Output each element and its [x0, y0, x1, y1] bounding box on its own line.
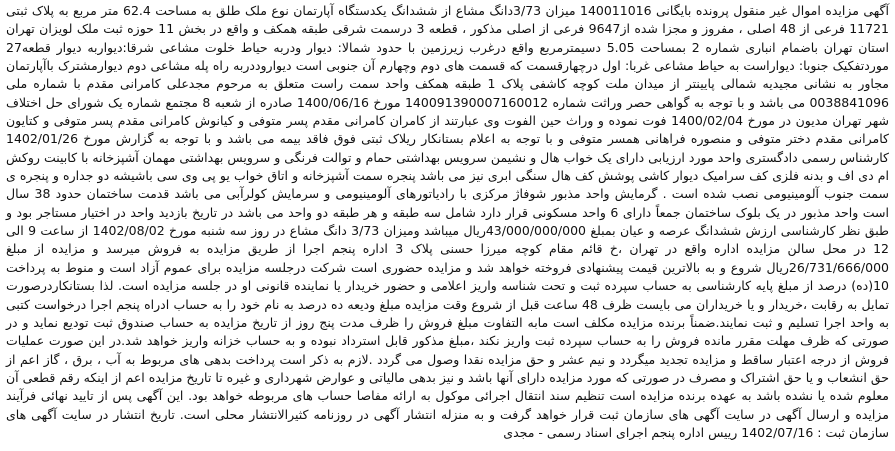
auction-notice-text: آگهی مزایده اموال غیر منقول پرونده بایگانی 140011016 میزان 3/73دانگ مشاع از ششدانگ یکدستگاه آپارتمان نوع ملک طلق به مساحت 62.4 متر مربع به پلاک ثبتی 11721 فرعی از 48 اصلی ، مفروز و مجزا شده از9647 فرعی از اصلی مذکور ، قطعه 3 درسمت شرقی طبقه همکف و واقع در بخش 11 حوزه ثبت ملک لویزان تهران استان تهران باضمام انباری شماره 2 بمساحت 5.05 دسیمترمربع واقع درغرب زیرزمین با حدود شمالا: دیوار ودربه حیاط خلوت مشاعی شرقا:دیواربه دیوار قطعه27 موردتفکیک جنوبا: دیواراست به حیاط مشاعی غربا: اول درچهارقسمت که قسمت های دوم وچهارم آن جنوبی است دیواروددربه راه پله مشاعی دوم دیوارمشترک باآپارتمان مجاور به نشانی مجیدیه شمالی پایینتر از میدان ملت کوچه کاشفی پلاک 1 طبقه همکف واحد سمت راست متعلق به مرحوم مجدعلی کامرانی مقدم با شماره ملی 0038841096 می باشد و با توجه به گواهی حصر وراثت شماره 140091390007160012 مورخ 1400/06/16 صادره از شعبه 8 مجتمع شماره یک شورای حل اختلاف شهر تهران مدیون در مورخ 1400/02/04 فوت نموده و وراث حین الفوت وی عبارتند از کامران کامرانی مقدم پسر متوفی و کیانوش کامرانی مقدم پسر متوفی و کتایون کامرانی مقدم دختر متوفی و منصوره فراهانی همسر متوفی و با توجه به اعلام بستانکار ریلاک ثبتی فوق فاقد بیمه می باشد و با توجه به گزارش مورخ 1402/01/26 کارشناس رسمی دادگستری واحد مورد ارزیابی دارای یک خواب هال و نشیمن سرویس بهداشتی حمام و توالت فرنگی و سرویس بهداشتی مهمان آشپزخانه با کابینت روکش ام دی اف و بدنه فلزی کف سرامیک دیوار کاشی پوشش کف هال سنگی ابری نیز می باشد پنجره سمت آشپزخانه و اتاق خواب یو پی وی سی باشیشه دو جداره و پنجره ی سمت جنوب آلومینیومی نصب شده است . گرمایش واحد مذبور شوفاژ مرکزی با رادیاتورهای آلومینیومی و سرمایش کولرآبی می باشد قدمت ساختمان حدود 38 سال است واحد مذبور در یک بلوک ساختمان جمعاً دارای 6 واحد مسکونی قرار دارد شامل سه طبقه و هر طبقه دو واحد می باشد در تاریخ بازدید واحد در اختیار مستاجر بود و طبق نظر کارشناسی ارزش ششدانگ عرصه و عیان بمبلغ 43/000/000/000ریال میباشد ومیزان 3/73 دانگ مشاع در روز سه شنبه مورخ 1402/08/02 از ساعت 9 الی 12 در محل سالن مزایده اداره واقع در تهران ،خ قائم مقام کوچه میرزا حسنی پلاک 3 اداره پنجم اجرا از طریق مزایده به فروش میرسد و مزایده از مبلغ 26/731/666/000ریال شروع و به بالاترین قیمت پیشنهادی فروخته خواهد شد و مزایده حضوری است شرکت درجلسه مزایده برای عموم آزاد است و منوط به پرداخت 10(ده) درصد از مبلغ پایه کارشناسی به حساب سپرده ثبت و تحت شناسه واریز اعلامی و حضور خریدار یا نماینده قانونی او در جلسه مزایده است. لذا بستانکاردرصورت تمایل به رقابت ،خریدار و یا خریداران می بایست ظرف 48 ساعت قبل از شروع وقت مزایده مبلغ ودیعه ده درصد به نام خود را به حساب ادراه پنجم اجرا درخواست کتبی به واحد اجرا تسلیم و ثبت نمایند.ضمناً برنده مزایده مکلف است مابه التفاوت مبلغ فروش را ظرف مدت پنج روز از تاریخ مزایده به حساب صندوق ثبت تودیع نماید و در صورتی که ظرف مهلت مقرر مانده فروش را به حساب سپرده ثبت واریز نکند ،مبلغ مذکور قابل استرداد نبوده و به حساب خزانه واریز خواهد شد.در این صورت عملیات فروش از درجه اعتبار ساقط و مزایده تجدید میگردد و نیم عشر و حق مزایده نقدا وصول می گردد .لازم به ذکر است پرداخت بدهی های مربوط به آب ، برق ، گاز اعم از حق انشعاب و یا حق اشتراک و مصرف در صورتی که مورد مزایده دارای آنها باشد و نیز بدهی مالیاتی و عوارض شهرداری و غیره تا تاریخ مزایده اعم از اینکه رقم قطعی آن معلوم شده یا نشده باشد به عهده برنده مزایده است تنظیم سند انتقال اجرائی موکول به ارائه مفاصا حساب های مربوطه خواهد بود. این آگهی پس از تایید نهائی فرآیند مزایده و ارسال آگهی در سایت آگهی های سازمان ثبت قرار خواهد گرفت و به منزله انتشار آگهی در روزنامه کثیرالانتشار محلی است. تاریخ انتشار در سایت آگهی های سازمان ثبت : 1402/07/16 رییس اداره پنجم اجرای اسناد رسمی - مجدی [6, 3, 889, 440]
